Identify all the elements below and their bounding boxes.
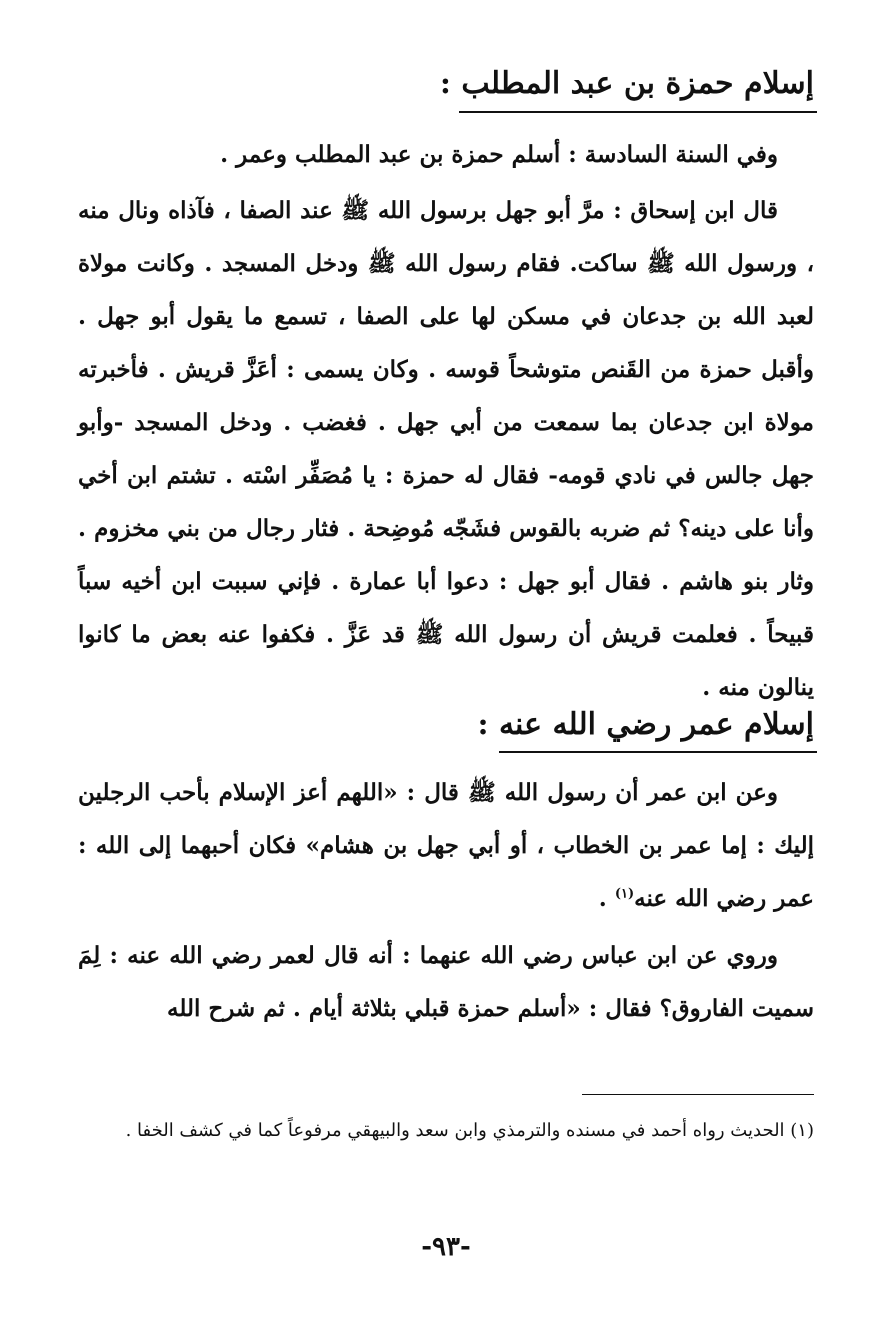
- heading-underline-hamza: [459, 111, 817, 113]
- footnote-reference[interactable]: (١): [614, 886, 635, 902]
- paragraph-ibn-ishaq-text: قال ابن إسحاق : مرَّ أبو جهل برسول الله ﷺ عند الصفا ، فآذاه ونال منه ، ورسول الله ﷺ ساكت. فقام رسول الله ﷺ ودخل المسجد . وكانت مولاة لعبد الله بن جدعان في مسكن لها على الصفا ، تسمع ما يقول أبو جهل . وأقبل حمزة من القَنص متوشحاً قوسه . وكان يسمى : أعَزَّ قريش . فأخبرته مولاة ابن جدعان بما سمعت من أبي جهل . فغضب . ودخل المسجد -وأبو جهل جالس في نادي قومه- فقال له حمزة : يا مُصَفِّر اسْته . تشتم ابن أخي وأنا على دينه؟ ثم ضربه بالقوس فشَجّه مُوضِحة . فثار رجال من بني مخزوم . وثار بنو هاشم . فقال أبو جهل : دعوا أبا عمارة . فإني سببت ابن أخيه سباً قبيحاً . فعلمت قريش أن رسول الله ﷺ قد عَزَّ . فكفوا عنه بعض ما كانوا ينالون منه .: [78, 197, 814, 701]
- paragraph-year-six: [78, 128, 814, 181]
- paragraph-ibn-umar: [78, 766, 814, 925]
- section-heading-hamza: إسلام حمزة بن عبد المطلب :: [439, 66, 814, 101]
- paragraph-ibn-ishaq: [78, 184, 814, 714]
- page-number: -٩٣-: [421, 1232, 471, 1262]
- paragraph-ibn-umar-text: وعن ابن عمر أن رسول الله ﷺ قال : «اللهم أعز الإسلام بأحب الرجلين إليك : إما عمر بن الخطاب ، أو أبي جهل بن هشام» فكان أحبهما إلى الله : عمر رضي الله عنه: [78, 779, 814, 912]
- section-heading-umar: إسلام عمر رضي الله عنه :: [477, 707, 814, 742]
- heading-underline-umar: [499, 751, 817, 753]
- footnote: (١) الحديث رواه أحمد في مسنده والترمذي وابن سعد والبيهقي مرفوعاً كما في كشف الخفا .: [125, 1120, 814, 1141]
- paragraph-ibn-umar-end: .: [598, 885, 615, 912]
- paragraph-year-six-text: وفي السنة السادسة : أسلم حمزة بن عبد المطلب وعمر .: [220, 141, 778, 168]
- paragraph-ibn-abbas: [78, 929, 814, 1035]
- paragraph-ibn-abbas-text: وروي عن ابن عباس رضي الله عنهما : أنه قال لعمر رضي الله عنه : لِمَ سميت الفاروق؟ فقال : «أسلم حمزة قبلي بثلاثة أيام . ثم شرح الله: [78, 942, 814, 1022]
- footnote-separator: [582, 1094, 814, 1095]
